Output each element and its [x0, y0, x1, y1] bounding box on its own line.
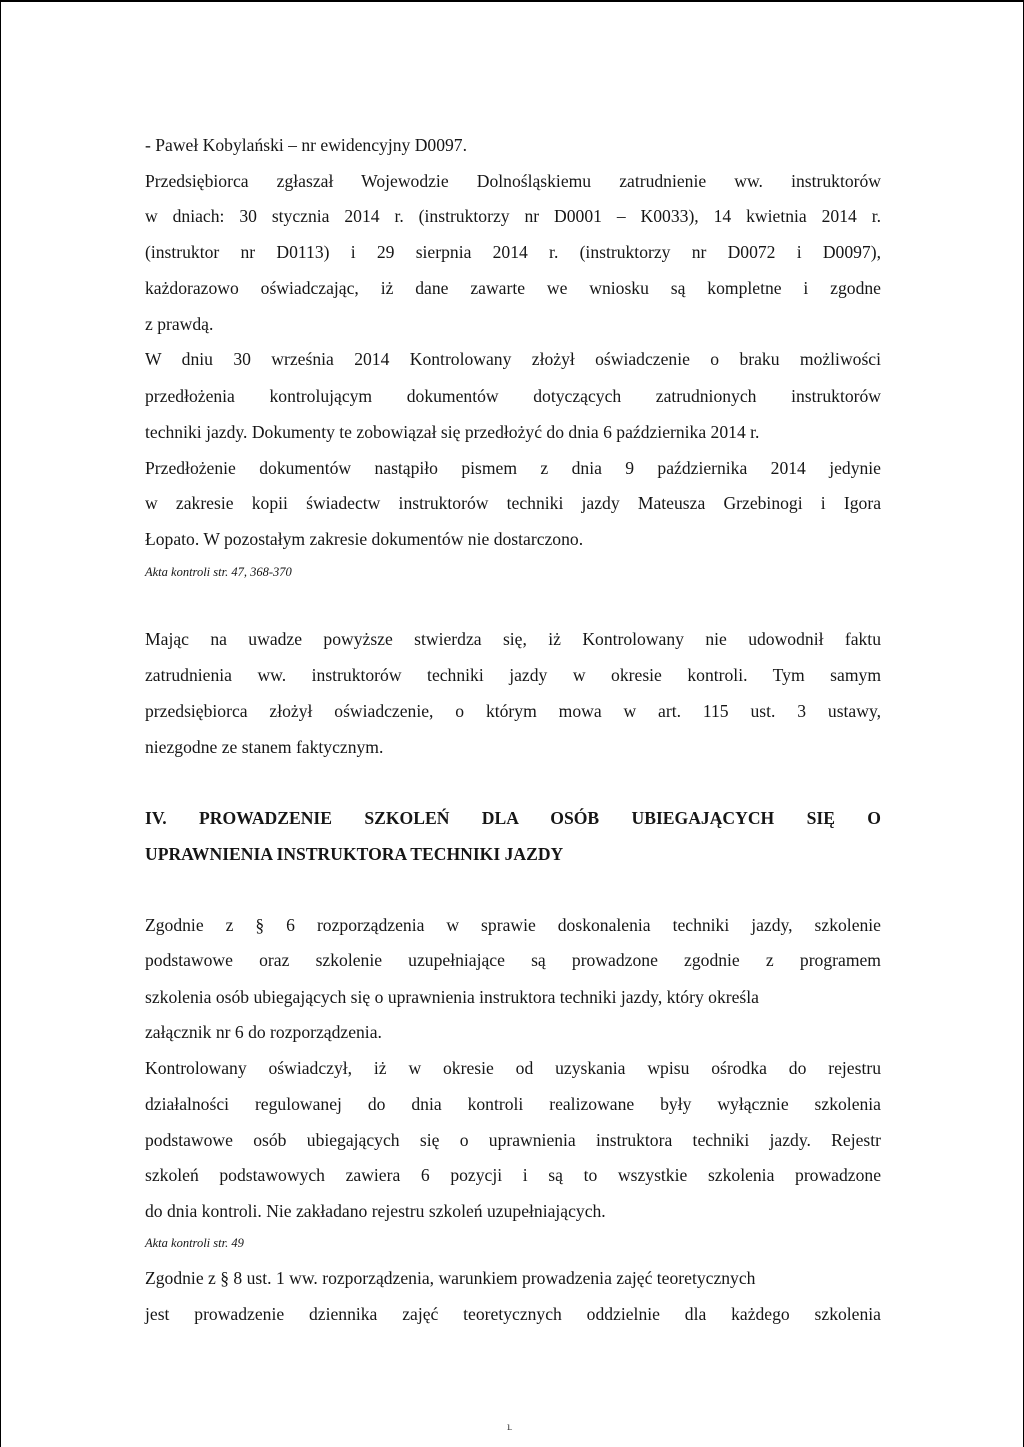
text-line: przedsiębiorca złożył oświadczenie, o którym mowa w art. 115 ust. 3 ustawy,: [145, 701, 881, 721]
page-mark: ւ: [507, 1422, 512, 1433]
text-line: W dniu 30 września 2014 Kontrolowany złożył oświadczenie o braku możliwości: [145, 349, 881, 369]
text-line: Mając na uwadze powyższe stwierdza się, iż Kontrolowany nie udowodnił faktu: [145, 629, 881, 649]
text-line: w zakresie kopii świadectw instruktorów techniki jazdy Mateusza Grzebinogi i Igora: [145, 493, 881, 513]
source-note: Akta kontroli str. 47, 368-370: [145, 565, 292, 579]
text-line: załącznik nr 6 do rozporządzenia.: [145, 1022, 382, 1042]
text-line: każdorazowo oświadczając, iż dane zawarte we wniosku są kompletne i zgodne: [145, 278, 881, 298]
text-line: techniki jazdy. Dokumenty te zobowiązał się przedłożyć do dnia 6 października 2014 r.: [145, 422, 760, 442]
text-line: Przedsiębiorca zgłaszał Wojewodzie Dolnośląskiemu zatrudnienie ww. instruktorów: [145, 171, 881, 191]
text-line: jest prowadzenie dziennika zajęć teoretycznych oddzielnie dla każdego szkolenia: [145, 1304, 881, 1324]
text-line: w dniach: 30 stycznia 2014 r. (instruktorzy nr D0001 – K0033), 14 kwietnia 2014 r.: [145, 206, 881, 226]
text-line: przedłożenia kontrolującym dokumentów dotyczących zatrudnionych instruktorów: [145, 386, 881, 406]
text-line: działalności regulowanej do dnia kontroli realizowane były wyłącznie szkolenia: [145, 1094, 881, 1114]
text-line: Zgodnie z § 6 rozporządzenia w sprawie doskonalenia techniki jazdy, szkolenie: [145, 915, 881, 935]
text-line: niezgodne ze stanem faktycznym.: [145, 737, 384, 757]
text-line: (instruktor nr D0113) i 29 sierpnia 2014 r. (instruktorzy nr D0072 i D0097),: [145, 242, 881, 262]
section-heading: IV. PROWADZENIE SZKOLEŃ DLA OSÓB UBIEGAJĄCYCH SIĘ O: [145, 808, 881, 828]
text-line: Przedłożenie dokumentów nastąpiło pismem z dnia 9 października 2014 jedynie: [145, 458, 881, 478]
text-line: szkoleń podstawowych zawiera 6 pozycji i są to wszystkie szkolenia prowadzone: [145, 1165, 881, 1185]
text-line: do dnia kontroli. Nie zakładano rejestru szkoleń uzupełniających.: [145, 1201, 606, 1221]
text-line: podstawowe osób ubiegających się o uprawnienia instruktora techniki jazdy. Rejestr: [145, 1130, 881, 1150]
text-line: szkolenia osób ubiegających się o uprawnienia instruktora techniki jazdy, który określa: [145, 987, 759, 1007]
text-line: Zgodnie z § 8 ust. 1 ww. rozporządzenia, warunkiem prowadzenia zajęć teoretycznych: [145, 1268, 756, 1288]
text-line: Łopato. W pozostałym zakresie dokumentów nie dostarczono.: [145, 529, 584, 549]
section-heading-continued: UPRAWNIENIA INSTRUKTORA TECHNIKI JAZDY: [145, 844, 564, 864]
text-line: - Paweł Kobylański – nr ewidencyjny D0097.: [145, 135, 468, 155]
text-line: z prawdą.: [145, 314, 214, 334]
text-line: podstawowe oraz szkolenie uzupełniające są prowadzone zgodnie z programem: [145, 950, 881, 970]
source-note: Akta kontroli str. 49: [145, 1236, 244, 1250]
text-line: Kontrolowany oświadczył, iż w okresie od uzyskania wpisu ośrodka do rejestru: [145, 1058, 881, 1078]
text-line: zatrudnienia ww. instruktorów techniki jazdy w okresie kontroli. Tym samym: [145, 665, 881, 685]
